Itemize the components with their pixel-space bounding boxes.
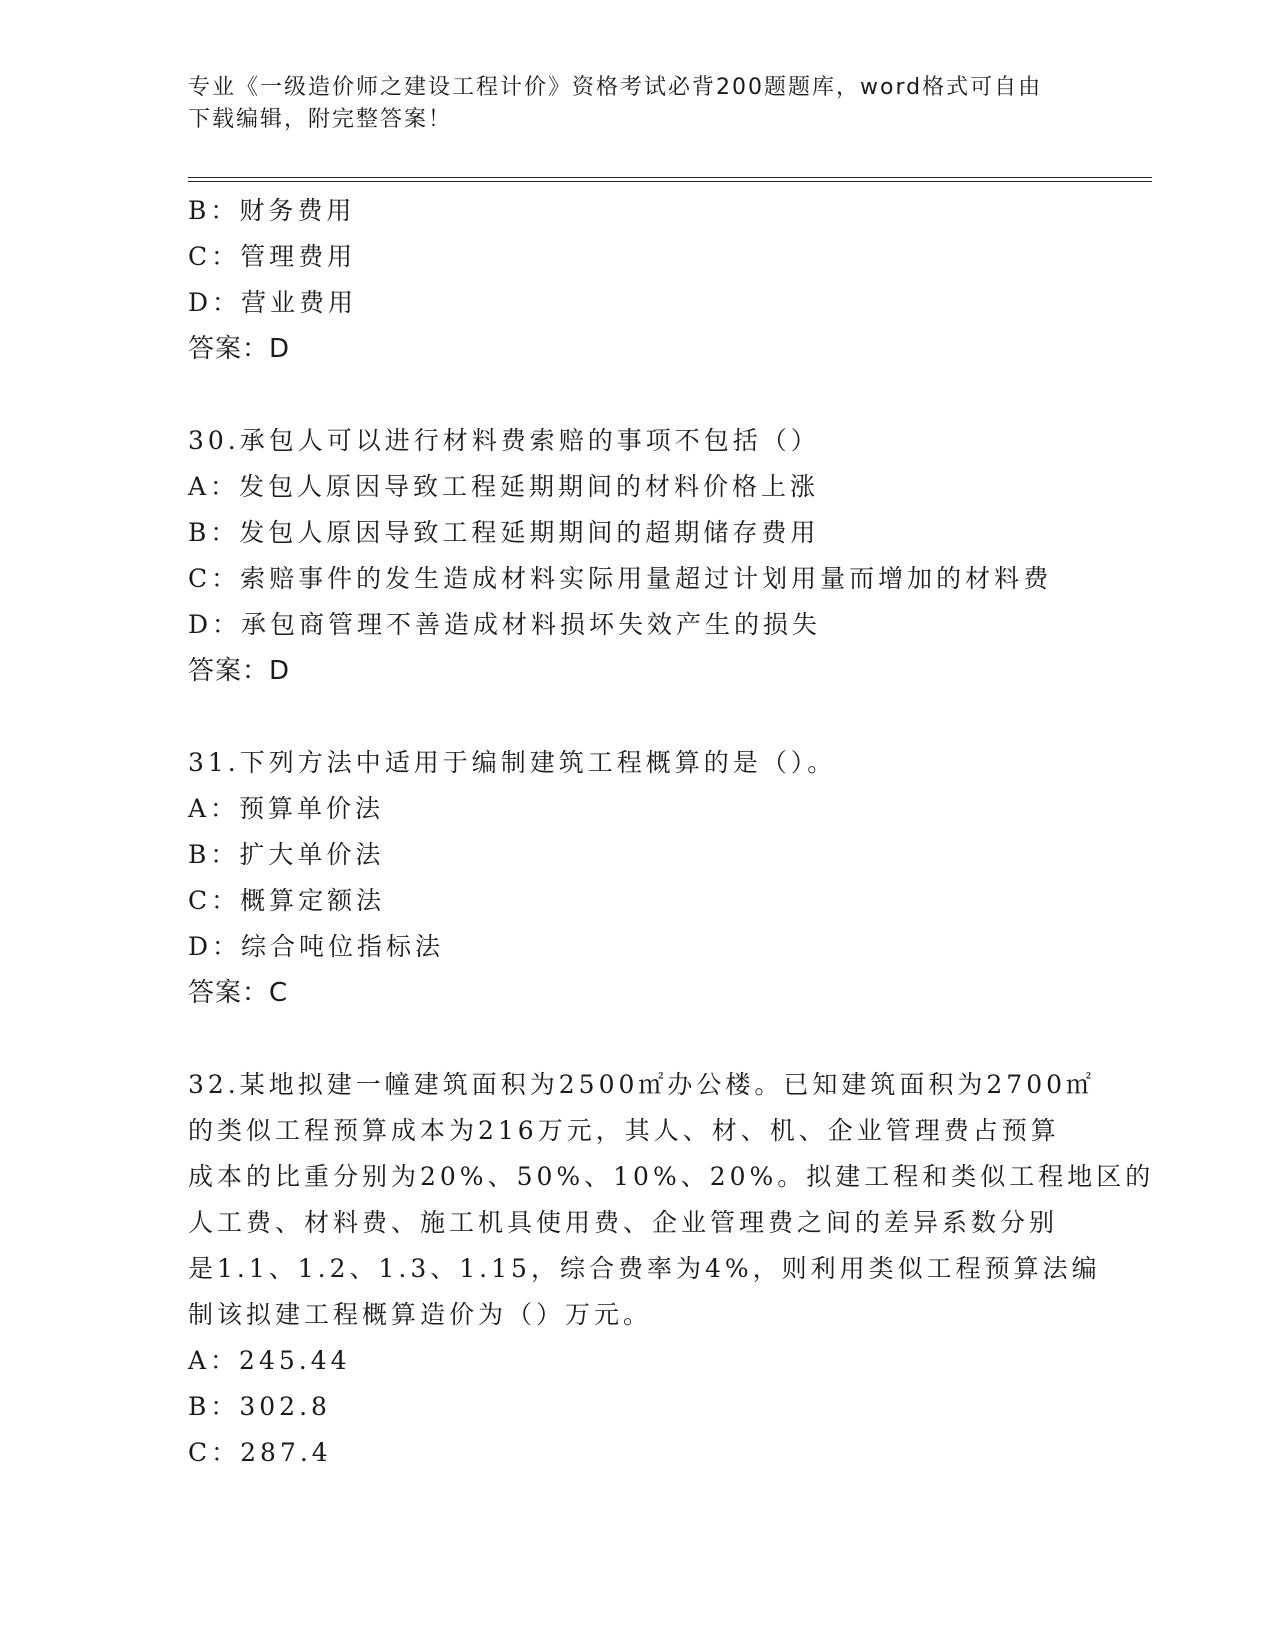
question-stem-line-5: 是1.1、1.2、1.3、1.15，综合费率为4%，则利用类似工程预算法编 <box>188 1254 1101 1283</box>
option-b: B：发包人原因导致工程延期期间的超期储存费用 <box>188 518 820 547</box>
option-b: B：扩大单价法 <box>188 840 385 869</box>
option-c: C：管理费用 <box>188 242 357 271</box>
header-line-1: 专业《一级造价师之建设工程计价》资格考试必背200题题库，word格式可自由 <box>188 75 1043 100</box>
question-list <box>188 188 1155 1476</box>
option-a: A：发包人原因导致工程延期期间的材料价格上涨 <box>188 472 820 501</box>
header-divider-top <box>188 177 1152 178</box>
question-stem-line-6: 制该拟建工程概算造价为（）万元。 <box>188 1300 653 1329</box>
question-stem-line-2: 的类似工程预算成本为216万元，其人、材、机、企业管理费占预算 <box>188 1116 1060 1145</box>
option-a: A：预算单价法 <box>188 794 385 823</box>
question-stem-line-4: 人工费、材料费、施工机具使用费、企业管理费之间的差异系数分别 <box>188 1208 1059 1237</box>
question-stem-line-3: 成本的比重分别为20%、50%、10%、20%。拟建工程和类似工程地区的 <box>188 1162 1155 1191</box>
question-30 <box>188 418 1088 694</box>
answer: 答案：C <box>188 978 289 1008</box>
option-a: A：245.44 <box>188 1346 351 1375</box>
header-line-2: 下载编辑，附完整答案！ <box>188 107 453 132</box>
question-29 <box>188 188 1088 372</box>
option-b: B：302.8 <box>188 1392 331 1421</box>
option-d: D：承包商管理不善造成材料损坏失效产生的损失 <box>188 610 822 639</box>
question-stem-line-1: 32.某地拟建一幢建筑面积为2500㎡办公楼。已知建筑面积为2700㎡ <box>188 1070 1096 1099</box>
option-c: C：概算定额法 <box>188 886 386 915</box>
question-32 <box>188 1062 1155 1476</box>
question-stem: 31.下列方法中适用于编制建筑工程概算的是（）。 <box>188 748 837 777</box>
option-c: C：索赔事件的发生造成材料实际用量超过计划用量而增加的材料费 <box>188 564 1053 593</box>
option-c: C：287.4 <box>188 1438 332 1467</box>
answer: 答案：D <box>188 656 291 686</box>
document-header <box>188 72 1068 136</box>
answer: 答案：D <box>188 334 291 364</box>
option-d: D：营业费用 <box>188 288 358 317</box>
option-d: D：综合吨位指标法 <box>188 932 445 961</box>
question-31 <box>188 740 1088 1016</box>
option-b: B：财务费用 <box>188 196 356 225</box>
question-stem: 30.承包人可以进行材料费索赔的事项不包括（） <box>188 426 820 455</box>
header-divider-bottom <box>188 181 1152 182</box>
